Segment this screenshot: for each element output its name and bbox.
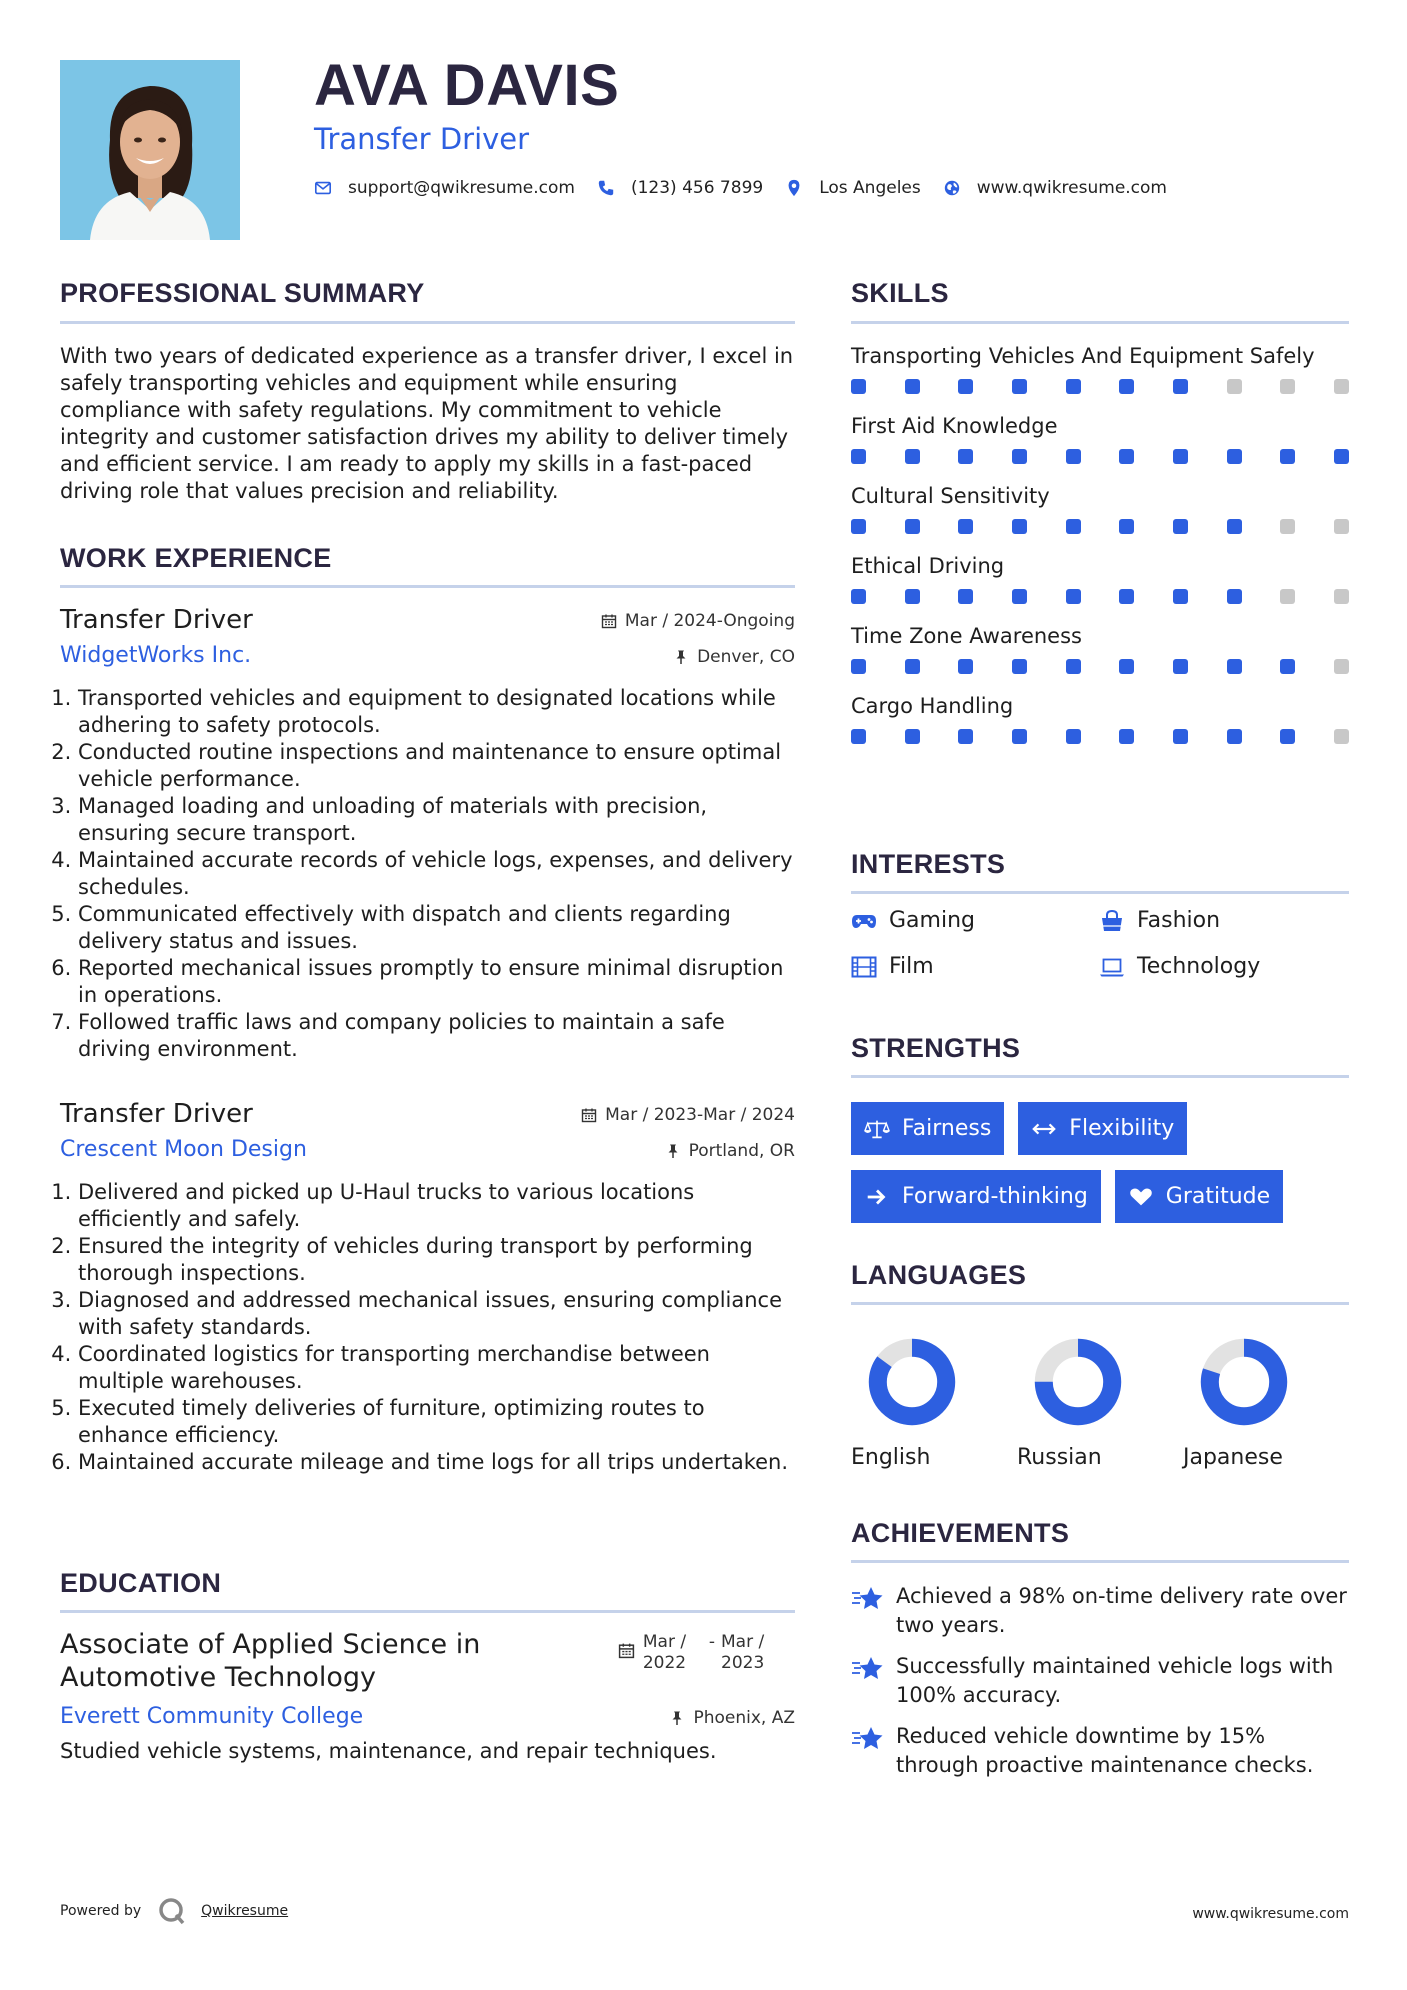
- skill-dot-filled: [1334, 449, 1349, 464]
- interest-item: [1099, 954, 1349, 979]
- balance-scale-icon: [864, 1118, 890, 1140]
- job-entry: [60, 605, 795, 1063]
- education-location-text: Phoenix, AZ: [693, 1708, 795, 1728]
- skill-dot-filled: [1280, 729, 1295, 744]
- profile-photo: [60, 60, 240, 240]
- skill-dot-filled: [1012, 589, 1027, 604]
- skill-rating: [851, 729, 1349, 744]
- skill-item: [851, 622, 1349, 674]
- skill-name: Cultural Sensitivity: [851, 484, 1050, 508]
- star-burst-icon: [851, 1724, 885, 1752]
- laptop-icon: [1099, 955, 1125, 979]
- summary-rule: [60, 321, 795, 324]
- job-bullet: 6. Reported mechanical issues promptly to ensure minimal disruption in operations.: [78, 955, 795, 1009]
- job-location-text: Denver, CO: [697, 647, 795, 667]
- skill-item: [851, 412, 1349, 464]
- summary-heading: PROFESSIONAL SUMMARY: [60, 278, 425, 308]
- envelope-icon: [314, 179, 332, 197]
- skill-dot-filled: [1012, 519, 1027, 534]
- footer-website[interactable]: www.qwikresume.com: [1192, 1906, 1349, 1922]
- skill-name: First Aid Knowledge: [851, 414, 1058, 438]
- language-name: Japanese: [1183, 1445, 1283, 1470]
- skill-dot-empty: [1280, 379, 1295, 394]
- achievement-item: [851, 1722, 1349, 1780]
- skill-dot-empty: [1227, 379, 1242, 394]
- languages-heading: LANGUAGES: [851, 1260, 1027, 1290]
- phone-icon: [597, 179, 615, 197]
- job-bullet: 7. Followed traffic laws and company policies to maintain a safe driving environment.: [78, 1009, 795, 1063]
- job-bullets: [60, 1179, 795, 1476]
- job-bullet: 1. Transported vehicles and equipment to designated locations while adhering to safety protocols.: [78, 685, 795, 739]
- skill-dot-filled: [958, 729, 973, 744]
- skill-rating: [851, 589, 1349, 604]
- arrows-horizontal-icon: [1031, 1118, 1057, 1140]
- strength-badge: [1018, 1102, 1187, 1155]
- strengths-list: [851, 1102, 1349, 1238]
- school-name: Everett Community College: [60, 1704, 364, 1729]
- skills-heading: SKILLS: [851, 278, 949, 308]
- education-date-separator: -: [708, 1632, 715, 1652]
- candidate-title: Transfer Driver: [314, 122, 530, 156]
- job-title: Transfer Driver: [60, 1099, 253, 1129]
- skill-dot-filled: [1119, 659, 1134, 674]
- achievements-heading: ACHIEVEMENTS: [851, 1518, 1070, 1548]
- contact-location: [785, 178, 921, 198]
- job-location: [673, 647, 795, 667]
- skill-dot-filled: [905, 589, 920, 604]
- skill-dot-filled: [1173, 379, 1188, 394]
- strength-badge: [851, 1170, 1101, 1223]
- skill-dot-filled: [1119, 729, 1134, 744]
- skill-dot-filled: [851, 519, 866, 534]
- interests-rule: [851, 891, 1349, 894]
- skill-rating: [851, 519, 1349, 534]
- skill-dot-filled: [905, 519, 920, 534]
- strength-label: Fairness: [902, 1116, 992, 1141]
- contact-location-text: Los Angeles: [819, 178, 921, 198]
- skill-dot-filled: [851, 589, 866, 604]
- strength-badge: [1115, 1170, 1283, 1223]
- job-bullet: 5. Communicated effectively with dispatch and clients regarding delivery status and issues.: [78, 901, 795, 955]
- education-start: Mar / 2022: [642, 1632, 687, 1673]
- film-icon: [851, 955, 877, 979]
- education-entry: [60, 1628, 795, 1763]
- skill-dot-filled: [1173, 589, 1188, 604]
- education-location: [669, 1708, 795, 1728]
- skill-dot-filled: [1012, 729, 1027, 744]
- skill-dot-filled: [958, 379, 973, 394]
- contact-website[interactable]: [943, 178, 1167, 198]
- company-name: WidgetWorks Inc.: [60, 643, 252, 668]
- job-entry: [60, 1099, 795, 1476]
- interests-heading: INTERESTS: [851, 849, 1006, 879]
- skill-dot-filled: [1173, 519, 1188, 534]
- skill-name: Cargo Handling: [851, 694, 1014, 718]
- map-pin-icon: [785, 179, 803, 197]
- education-rule: [60, 1610, 795, 1613]
- skill-dot-filled: [851, 449, 866, 464]
- achievements-list: [851, 1582, 1349, 1792]
- skills-rule: [851, 321, 1349, 324]
- skill-dot-filled: [905, 729, 920, 744]
- skill-dot-filled: [958, 449, 973, 464]
- skill-name: Transporting Vehicles And Equipment Safely: [851, 344, 1315, 368]
- skill-dot-filled: [958, 589, 973, 604]
- degree-title: Associate of Applied Science in Automotive Technology: [60, 1629, 481, 1693]
- skill-dot-filled: [1066, 449, 1081, 464]
- qwikresume-logo-icon: [157, 1896, 187, 1926]
- skill-dot-filled: [905, 379, 920, 394]
- star-burst-icon: [851, 1654, 885, 1682]
- education-description: Studied vehicle systems, maintenance, and repair techniques.: [60, 1739, 717, 1763]
- company-name: Crescent Moon Design: [60, 1137, 307, 1162]
- interest-label: Film: [889, 954, 934, 979]
- skill-dot-filled: [1119, 589, 1134, 604]
- skill-dot-empty: [1334, 519, 1349, 534]
- calendar-icon: [618, 1642, 635, 1659]
- shopping-bag-icon: [1099, 909, 1125, 933]
- skill-dot-filled: [1012, 659, 1027, 674]
- job-location-text: Portland, OR: [688, 1141, 795, 1161]
- skill-dot-filled: [1066, 379, 1081, 394]
- contact-email-text: support@qwikresume.com: [348, 178, 575, 198]
- experience-heading: WORK EXPERIENCE: [60, 543, 332, 573]
- skill-dot-empty: [1334, 589, 1349, 604]
- skill-dot-filled: [1119, 519, 1134, 534]
- achievement-text: Reduced vehicle downtime by 15% through proactive maintenance checks.: [896, 1724, 1314, 1777]
- language-donut: [867, 1337, 957, 1427]
- interests-list: [851, 908, 1349, 979]
- strengths-heading: STRENGTHS: [851, 1033, 1021, 1063]
- skill-rating: [851, 379, 1349, 394]
- skill-dot-filled: [958, 659, 973, 674]
- skill-dot-filled: [1066, 729, 1081, 744]
- skill-dot-filled: [1173, 729, 1188, 744]
- language-item: [1017, 1337, 1183, 1470]
- skill-dot-filled: [1227, 659, 1242, 674]
- interest-label: Technology: [1137, 954, 1261, 979]
- skill-dot-filled: [851, 729, 866, 744]
- language-donut: [1199, 1337, 1289, 1427]
- skill-dot-filled: [1119, 449, 1134, 464]
- strength-label: Gratitude: [1165, 1184, 1271, 1209]
- pushpin-icon: [665, 1143, 681, 1159]
- job-location: [665, 1141, 795, 1161]
- skill-item: [851, 482, 1349, 534]
- calendar-icon: [601, 613, 617, 629]
- skill-dot-filled: [1173, 659, 1188, 674]
- contact-phone[interactable]: [597, 178, 763, 198]
- interest-label: Fashion: [1137, 908, 1221, 933]
- strength-label: Forward-thinking: [902, 1184, 1088, 1209]
- job-bullet: 2. Conducted routine inspections and maintenance to ensure optimal vehicle performance.: [78, 739, 795, 793]
- job-date: [581, 1105, 795, 1125]
- skill-dot-filled: [1066, 659, 1081, 674]
- job-date-text: Mar / 2023-Mar / 2024: [605, 1105, 795, 1125]
- skill-dot-filled: [1066, 589, 1081, 604]
- heart-icon: [1128, 1186, 1154, 1208]
- skill-dot-filled: [958, 519, 973, 534]
- job-bullet: 5. Executed timely deliveries of furniture, optimizing routes to enhance efficiency.: [78, 1395, 795, 1449]
- language-item: [851, 1337, 1017, 1470]
- skill-dot-filled: [1012, 449, 1027, 464]
- experience-rule: [60, 585, 795, 588]
- star-burst-icon: [851, 1584, 885, 1612]
- education-end: Mar / 2023: [721, 1632, 765, 1673]
- candidate-name: AVA DAVIS: [314, 53, 620, 118]
- skill-dot-filled: [1227, 449, 1242, 464]
- languages-list: [851, 1337, 1349, 1470]
- job-bullet: 2. Ensured the integrity of vehicles during transport by performing thorough inspections.: [78, 1233, 795, 1287]
- job-date: [601, 611, 795, 631]
- language-name: English: [851, 1445, 931, 1470]
- pushpin-icon: [669, 1710, 685, 1726]
- brand-link[interactable]: Qwikresume: [201, 1903, 289, 1919]
- skill-dot-filled: [1227, 519, 1242, 534]
- contact-email[interactable]: [314, 178, 575, 198]
- skill-dot-filled: [1227, 589, 1242, 604]
- language-item: [1183, 1337, 1349, 1470]
- job-bullets: [60, 685, 795, 1063]
- skill-dot-filled: [1066, 519, 1081, 534]
- contact-bar: [314, 178, 1189, 198]
- skill-dot-filled: [905, 449, 920, 464]
- skills-list: [851, 342, 1349, 762]
- interest-label: Gaming: [889, 908, 975, 933]
- skill-dot-empty: [1280, 589, 1295, 604]
- skill-dot-empty: [1334, 379, 1349, 394]
- job-bullet: 6. Maintained accurate mileage and time logs for all trips undertaken.: [78, 1449, 795, 1476]
- language-donut: [1033, 1337, 1123, 1427]
- skill-dot-empty: [1334, 659, 1349, 674]
- skill-dot-filled: [1012, 379, 1027, 394]
- globe-icon: [943, 179, 961, 197]
- job-bullet: 3. Managed loading and unloading of materials with precision, ensuring secure transport.: [78, 793, 795, 847]
- strength-label: Flexibility: [1069, 1116, 1175, 1141]
- interest-item: [1099, 908, 1349, 933]
- skill-item: [851, 692, 1349, 744]
- achievement-item: [851, 1582, 1349, 1640]
- skill-dot-filled: [1173, 449, 1188, 464]
- portrait-illustration: [60, 60, 240, 240]
- achievement-text: Achieved a 98% on-time delivery rate over two years.: [896, 1584, 1347, 1637]
- contact-website-text: www.qwikresume.com: [976, 178, 1167, 198]
- skill-rating: [851, 449, 1349, 464]
- achievement-item: [851, 1652, 1349, 1710]
- skill-item: [851, 342, 1349, 394]
- skill-name: Ethical Driving: [851, 554, 1005, 578]
- powered-by-text: Powered by: [60, 1903, 142, 1919]
- skill-dot-filled: [1119, 379, 1134, 394]
- skill-dot-filled: [1227, 729, 1242, 744]
- strength-badge: [851, 1102, 1004, 1155]
- education-heading: EDUCATION: [60, 1568, 222, 1598]
- skill-dot-empty: [1334, 729, 1349, 744]
- job-bullet: 4. Coordinated logistics for transporting merchandise between multiple warehouses.: [78, 1341, 795, 1395]
- contact-phone-text: (123) 456 7899: [630, 178, 764, 198]
- skill-name: Time Zone Awareness: [851, 624, 1082, 648]
- job-title: Transfer Driver: [60, 605, 253, 635]
- job-date-text: Mar / 2024-Ongoing: [624, 611, 795, 631]
- skill-item: [851, 552, 1349, 604]
- language-name: Russian: [1017, 1445, 1102, 1470]
- achievement-text: Successfully maintained vehicle logs with 100% accuracy.: [896, 1654, 1334, 1707]
- calendar-icon: [581, 1107, 597, 1123]
- job-bullet: 3. Diagnosed and addressed mechanical issues, ensuring compliance with safety standards.: [78, 1287, 795, 1341]
- interest-item: [851, 908, 1099, 933]
- pushpin-icon: [673, 649, 689, 665]
- job-bullet: 4. Maintained accurate records of vehicle logs, expenses, and delivery schedules.: [78, 847, 795, 901]
- gamepad-icon: [851, 909, 877, 933]
- education-dates: [618, 1632, 781, 1674]
- skill-dot-filled: [851, 379, 866, 394]
- interest-item: [851, 954, 1099, 979]
- skill-dot-filled: [1280, 449, 1295, 464]
- languages-rule: [851, 1302, 1349, 1305]
- skill-dot-empty: [1280, 519, 1295, 534]
- arrow-right-icon: [864, 1186, 890, 1208]
- summary-text: With two years of dedicated experience as a transfer driver, I excel in safely transporting vehicles and equipment while ensuring compliance with safety regulations. My commitment to vehicle integrity and customer satisfaction drives my ability to deliver timely and efficient service. I am ready to apply my skills in a fast-paced driving role that values precision and reliability.: [60, 344, 794, 503]
- skill-rating: [851, 659, 1349, 674]
- strengths-rule: [851, 1075, 1349, 1078]
- footer-branding: [60, 1896, 288, 1926]
- skill-dot-filled: [1280, 659, 1295, 674]
- job-bullet: 1. Delivered and picked up U-Haul trucks to various locations efficiently and safely.: [78, 1179, 795, 1233]
- skill-dot-filled: [851, 659, 866, 674]
- achievements-rule: [851, 1560, 1349, 1563]
- skill-dot-filled: [905, 659, 920, 674]
